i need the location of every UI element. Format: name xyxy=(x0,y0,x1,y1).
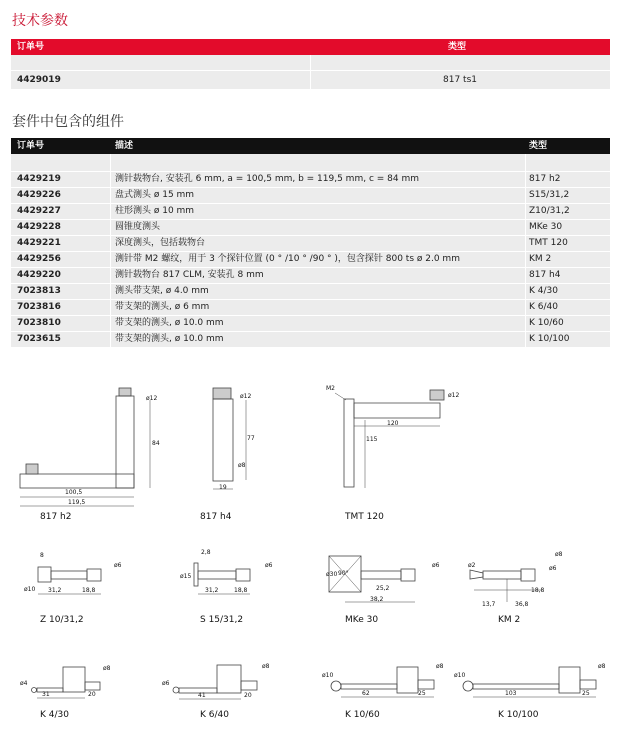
dim-label: 31,2 xyxy=(205,587,219,594)
section-title-technical-params: 技术参数 xyxy=(12,13,68,29)
dim-label: 103 xyxy=(505,690,517,697)
order-number: 7023816 xyxy=(17,302,61,312)
table-row xyxy=(11,316,610,332)
order-number: 4429256 xyxy=(17,254,61,264)
table-row xyxy=(11,220,610,236)
dim-label: 19 xyxy=(219,484,227,491)
type-value: Z10/31,2 xyxy=(529,206,570,216)
drawing-caption: K 4/30 xyxy=(40,710,69,720)
description: 测头带支架, ø 4.0 mm xyxy=(115,286,209,296)
dim-label: 115 xyxy=(366,436,378,443)
dim-label: ø8 xyxy=(598,663,606,670)
dim-label: 119,5 xyxy=(68,499,86,506)
dim-label: 18,8 xyxy=(82,587,96,594)
table-row xyxy=(11,236,610,252)
dim-label: 2,8 xyxy=(201,549,211,556)
drawing-caption: KM 2 xyxy=(498,615,521,625)
drawing-tmt-120 xyxy=(335,390,444,488)
dim-label: ø8 xyxy=(262,663,270,670)
table-row xyxy=(11,268,610,284)
table-header xyxy=(11,39,610,55)
order-number: 4429220 xyxy=(17,270,61,280)
order-number: 7023813 xyxy=(17,286,61,296)
dim-label: 18,8 xyxy=(531,587,545,594)
type-value: K 6/40 xyxy=(529,302,558,312)
dim-label: ø6 xyxy=(265,562,273,569)
dim-label: ø6 xyxy=(549,565,557,572)
order-number: 4429019 xyxy=(17,75,61,85)
dim-label: 8 xyxy=(40,552,44,559)
drawing-caption: 817 h4 xyxy=(200,512,232,522)
dim-label: 18,8 xyxy=(234,587,248,594)
drawing-caption: K 10/100 xyxy=(498,710,539,720)
technical-params-table xyxy=(11,39,610,90)
table-row xyxy=(11,300,610,316)
table-row xyxy=(11,204,610,220)
drawing-817-h4 xyxy=(213,388,246,489)
drawing-caption: Z 10/31,2 xyxy=(40,615,84,625)
order-number: 4429227 xyxy=(17,206,61,216)
table-row xyxy=(11,172,610,188)
dim-label: ø6 xyxy=(114,562,122,569)
order-number: 4429221 xyxy=(17,238,61,248)
description: 测针带 M2 螺纹，用于 3 个探针位置 (0 ° /10 ° /90 ° )，包含探针 800 ts ø 2.0 mm xyxy=(115,254,460,264)
drawing-caption: MKe 30 xyxy=(345,615,379,625)
dim-label: 90° xyxy=(338,570,349,577)
dim-label: 25 xyxy=(418,690,426,697)
dim-label: ø15 xyxy=(180,573,192,580)
type-value: 817 h4 xyxy=(529,270,561,280)
description: 测针载物台, 安装孔 6 mm, a = 100,5 mm, b = 119,5 mm, c = 84 mm xyxy=(115,174,420,184)
table-row xyxy=(11,332,610,348)
dim-label: 77 xyxy=(247,435,255,442)
description: 测针载物台 817 CLM, 安装孔 8 mm xyxy=(115,270,264,280)
dim-label: ø10 xyxy=(454,672,466,679)
dim-label: ø4 xyxy=(20,680,28,687)
order-number: 4429228 xyxy=(17,222,61,232)
order-number: 7023615 xyxy=(17,334,61,344)
dim-label: ø6 xyxy=(432,562,440,569)
drawing-caption: TMT 120 xyxy=(345,512,384,522)
type-value: K 10/100 xyxy=(529,334,570,344)
drawing-caption: K 10/60 xyxy=(345,710,380,720)
dim-label: 31,2 xyxy=(48,587,62,594)
dim-label: ø6 xyxy=(162,680,170,687)
dim-label: ø10 xyxy=(322,672,334,679)
description: 盘式测头 ø 15 mm xyxy=(115,190,195,200)
table-spacer-row xyxy=(11,55,610,71)
description: 圆锥度测头 xyxy=(115,222,161,232)
dim-label: ø2 xyxy=(468,562,476,569)
dim-label: 41 xyxy=(198,692,206,699)
table-row xyxy=(11,71,610,90)
drawing-caption: S 15/31,2 xyxy=(200,615,244,625)
type-value: TMT 120 xyxy=(529,238,568,248)
header-type: 类型 xyxy=(448,42,467,52)
table-row xyxy=(11,284,610,300)
dim-label: ø10 xyxy=(24,586,36,593)
description: 深度测头，包括载物台 xyxy=(115,238,206,248)
description: 带支架的测头, ø 10.0 mm xyxy=(115,334,224,344)
dim-label: ø8 xyxy=(238,462,246,469)
order-number: 4429219 xyxy=(17,174,61,184)
type-value: S15/31,2 xyxy=(529,190,570,200)
dim-label: M2 xyxy=(326,385,335,392)
description: 带支架的测头, ø 6 mm xyxy=(115,302,210,312)
dim-label: ø12 xyxy=(146,395,158,402)
type-value: KM 2 xyxy=(529,254,552,264)
dim-label: 62 xyxy=(362,690,370,697)
dim-label: 38,2 xyxy=(370,596,384,603)
dim-label: 31 xyxy=(42,691,50,698)
dim-label: 100,5 xyxy=(65,489,83,496)
dim-label: 84 xyxy=(152,440,160,447)
table-row xyxy=(11,188,610,204)
dim-label: 120 xyxy=(387,420,399,427)
type-value: K 10/60 xyxy=(529,318,564,328)
dim-label: ø8 xyxy=(103,665,111,672)
dim-label: ø8 xyxy=(555,551,563,558)
dim-label: ø30 xyxy=(326,571,338,578)
dim-label: 25 xyxy=(582,690,590,697)
type-value: MKe 30 xyxy=(529,222,563,232)
section-title-kit-components: 套件中包含的组件 xyxy=(12,114,124,130)
dim-label: 20 xyxy=(244,692,252,699)
header-desc: 描述 xyxy=(115,141,134,151)
header-order: 订单号 xyxy=(17,141,45,151)
kit-components-table xyxy=(11,138,610,348)
table-header xyxy=(11,138,610,154)
drawing-k-10-100 xyxy=(463,667,596,697)
type-value: 817 ts1 xyxy=(443,75,477,85)
order-number: 7023810 xyxy=(17,318,61,328)
header-order: 订单号 xyxy=(17,42,45,52)
drawing-caption: K 6/40 xyxy=(200,710,229,720)
dim-label: 20 xyxy=(88,691,96,698)
dim-label: ø8 xyxy=(436,663,444,670)
drawing-817-h2 xyxy=(20,388,150,506)
description: 柱形测头 ø 10 mm xyxy=(115,206,195,216)
dim-label: 36,8 xyxy=(515,601,529,608)
type-value: K 4/30 xyxy=(529,286,558,296)
drawing-caption: 817 h2 xyxy=(40,512,72,522)
header-type: 类型 xyxy=(529,141,548,151)
dim-label: ø12 xyxy=(240,393,252,400)
table-spacer-row xyxy=(11,154,610,172)
table-body xyxy=(11,172,610,348)
dim-label: 13,7 xyxy=(482,601,496,608)
drawing-km-2 xyxy=(470,569,545,602)
type-value: 817 h2 xyxy=(529,174,561,184)
order-number: 4429226 xyxy=(17,190,61,200)
dim-label: ø12 xyxy=(448,392,460,399)
table-row xyxy=(11,252,610,268)
dim-label: 25,2 xyxy=(376,585,390,592)
description: 带支架的测头, ø 10.0 mm xyxy=(115,318,224,328)
